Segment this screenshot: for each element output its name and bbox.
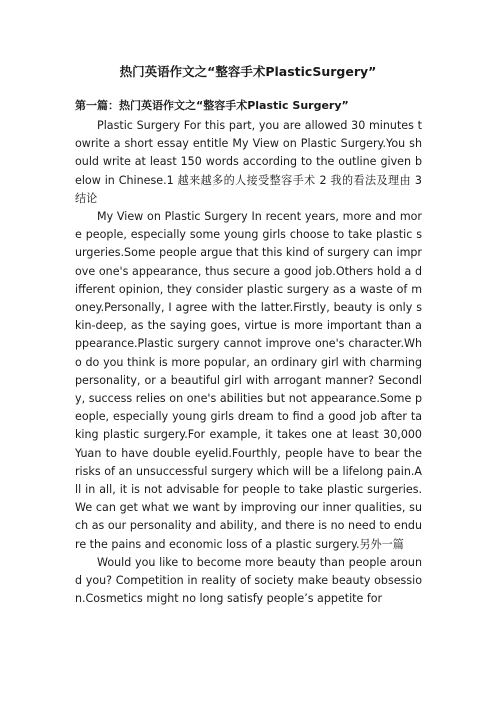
paragraph-essay: My View on Plastic Surgery In recent years, more and more people, especially some young girls choose to take plastic surgeries.Some people argue that this kind of surgery can improve one's appearance, thus secure a good job.Others hold a different opinion, they consider plastic surgery as a waste of money.Personally, I agree with the latter.Firstly, beauty is only skin-deep, as the saying goes, virtue is more important than appearance.Plastic surgery cannot improve one's character.Who do you think is more popular, an ordinary girl with charming personality, or a beautiful girl with arrogant manner? Secondly, success relies on one's abilities but not appearance.Some people, especially young girls dream to find a good job after taking plastic surgery.For example, it takes one at least 30,000 Yuan to have double eyelid.Fourthly, people have to bear the risks of an unsuccessful surgery which will be a lifelong pain.All in all, it is not advisable for people to take plastic surgeries.We can get what we want by improving our inner qualities, such as our personality and ability, and there is no need to endure the pains and economic loss of a plastic surgery.另外一篇	[75, 210, 422, 551]
paragraph-prompt: Plastic Surgery For this part, you are allowed 30 minutes towrite a short essay entitle My View on Plastic Surgery.You should write at least 150 words according to the outline given below in Chinese.1 越来越多的人接受整容手术 2 我的看法及理由 3 结论	[75, 119, 422, 205]
document-body	[75, 117, 422, 608]
document-title: 热门英语作文之“整容手术PlasticSurgery”	[119, 64, 377, 79]
paragraph-second-essay: Would you like to become more beauty than people around you? Competition in reality of society make beauty obsession.Cosmetics might no long satisfy people’s appetite for	[75, 555, 422, 606]
section-heading: 第一篇：热门英语作文之“整容手术Plastic Surgery”	[75, 99, 349, 112]
